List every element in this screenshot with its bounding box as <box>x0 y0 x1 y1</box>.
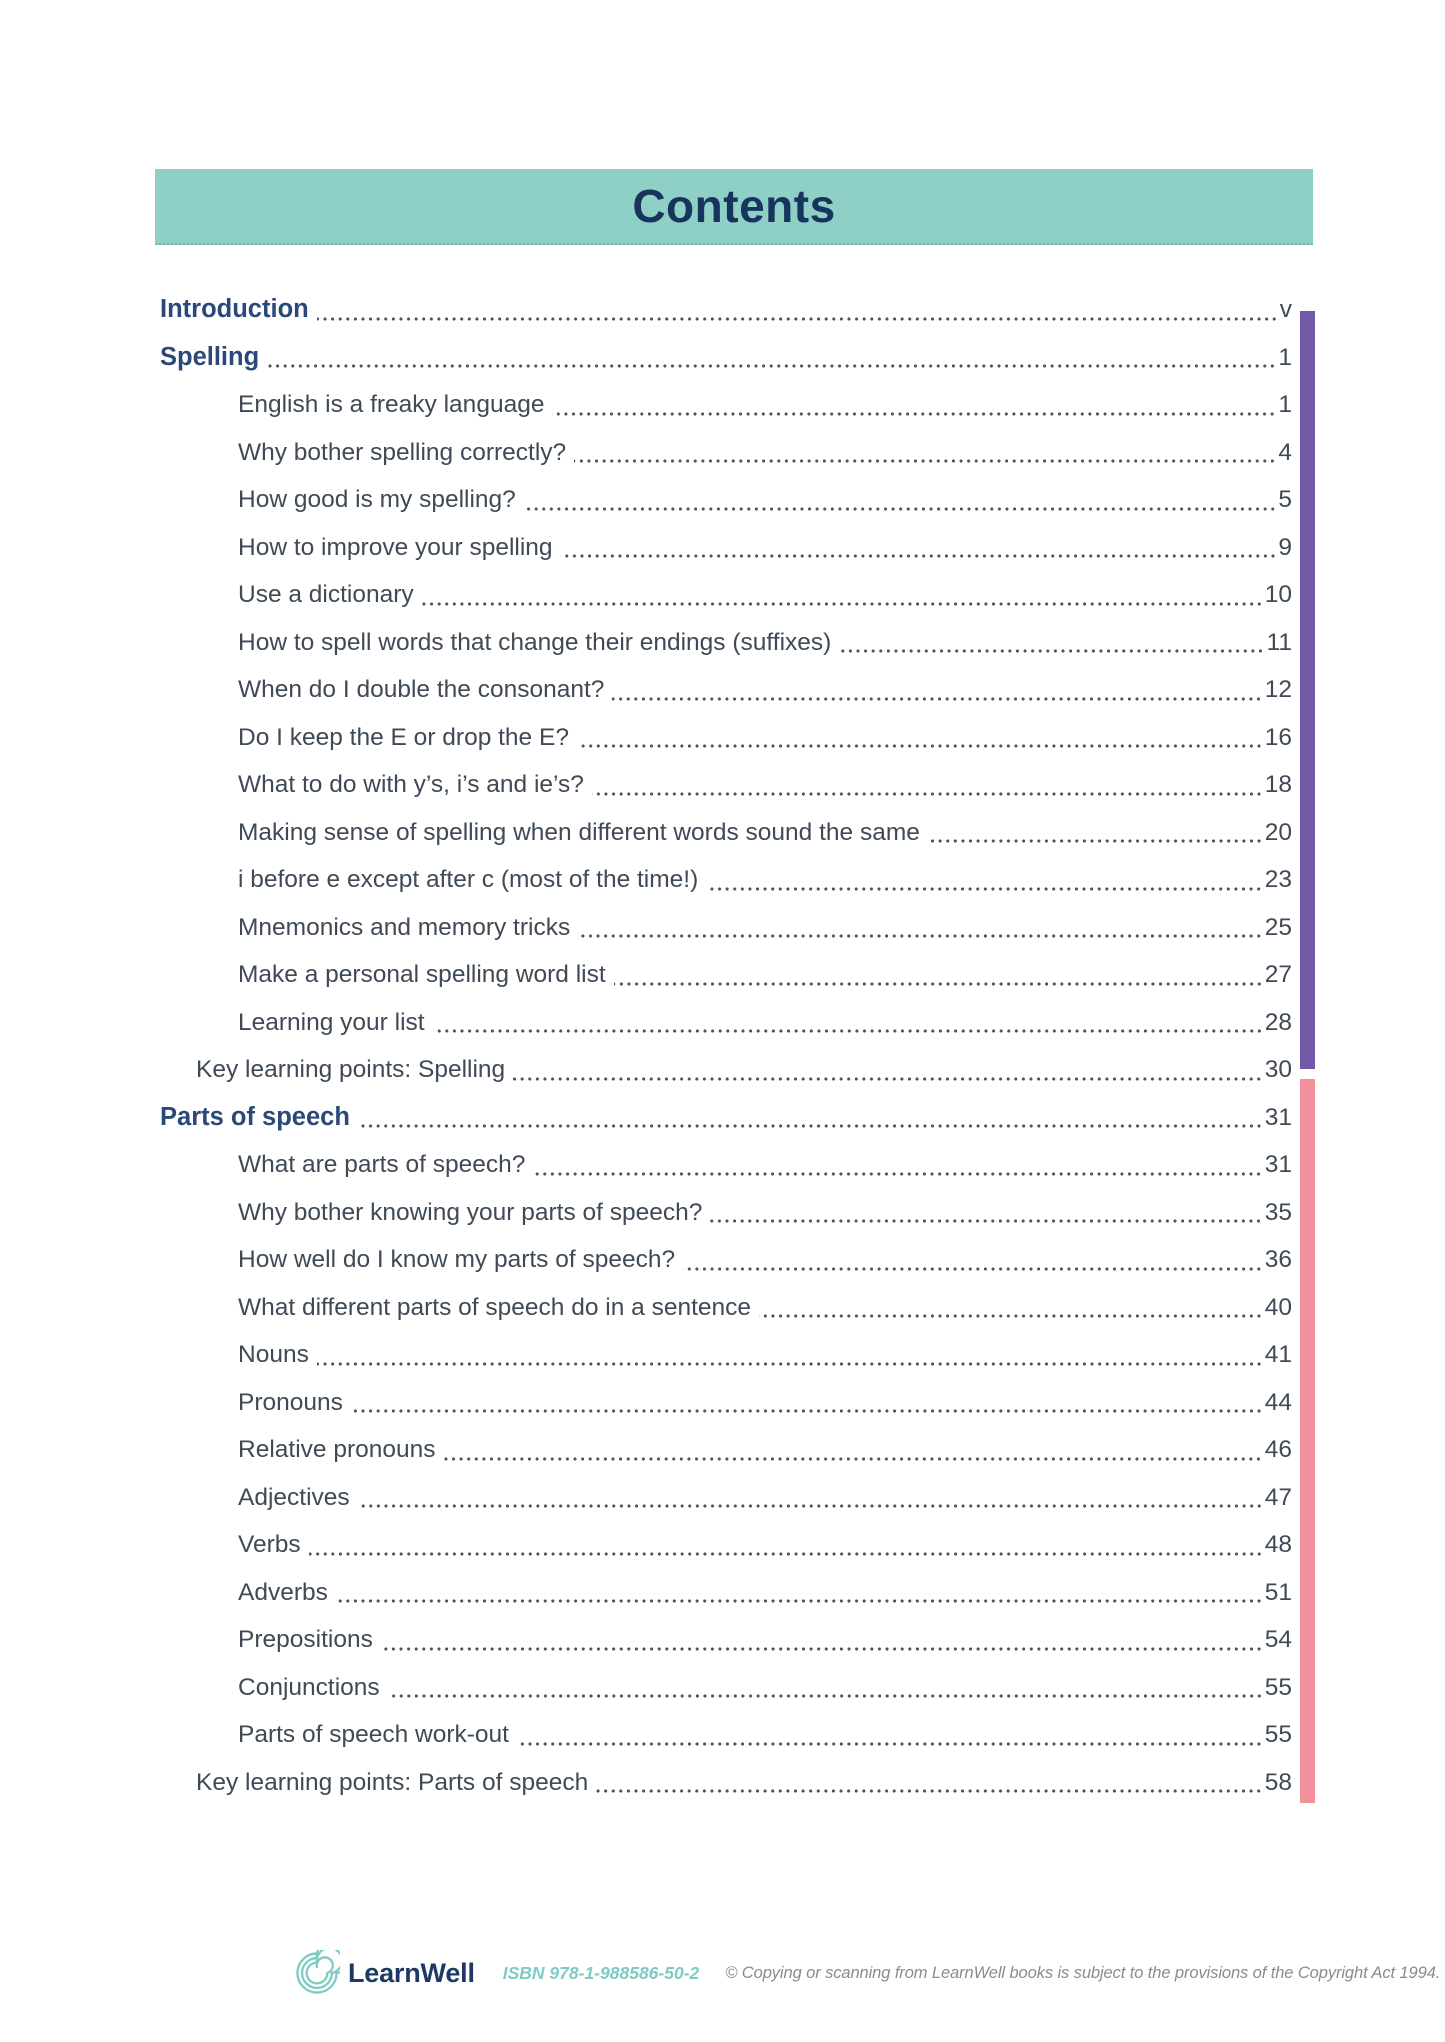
toc-entry-page: 31 <box>1264 1103 1292 1131</box>
dot-leader <box>561 551 1277 561</box>
toc-entry-page: 4 <box>1278 438 1292 466</box>
toc-entry-label: Adverbs <box>238 1578 328 1606</box>
toc-entry <box>160 571 1292 619</box>
dot-leader <box>574 456 1276 466</box>
dot-leader <box>614 979 1263 989</box>
dot-leader <box>358 1501 1263 1511</box>
toc-entry <box>160 524 1292 572</box>
toc-entry <box>160 1711 1292 1759</box>
toc-entry <box>160 856 1292 904</box>
toc-entry-label: How good is my spelling? <box>238 486 516 513</box>
dot-leader <box>388 1691 1263 1701</box>
toc-entry-label: How well do I know my parts of speech? <box>238 1246 676 1273</box>
toc-entry <box>160 1759 1292 1807</box>
toc-entry <box>160 1521 1292 1569</box>
toc-entry <box>160 1189 1292 1237</box>
dot-leader <box>513 1074 1263 1084</box>
toc-entry-label: What are parts of speech? <box>238 1151 526 1178</box>
dot-leader <box>596 1786 1263 1796</box>
dot-leader <box>317 314 1278 324</box>
toc-entry-label: When do I double the consonant? <box>238 676 605 703</box>
toc-entry-page: 1 <box>1278 343 1292 371</box>
toc-entry-page: 54 <box>1264 1626 1292 1653</box>
dot-leader <box>267 361 1276 371</box>
toc-entry-label: Nouns <box>238 1341 309 1368</box>
toc-entry <box>160 476 1292 524</box>
toc-entry-page: 1 <box>1278 391 1292 418</box>
toc-entry-page: 12 <box>1264 676 1292 703</box>
dot-leader <box>759 1311 1263 1321</box>
dot-leader <box>309 1549 1263 1559</box>
toc-entry-label: Use a dictionary <box>238 581 414 608</box>
toc-entry <box>160 1569 1292 1617</box>
dot-leader <box>552 409 1276 419</box>
toc-entry-page: 10 <box>1264 581 1292 608</box>
toc-entry-page: 27 <box>1264 961 1292 988</box>
toc-entry-label: Why bother spelling correctly? <box>238 438 567 466</box>
toc-entry-label: Why bother knowing your parts of speech? <box>238 1198 703 1226</box>
dot-leader <box>317 1359 1263 1369</box>
contents-header-bar <box>155 169 1313 245</box>
toc-entry-label: Conjunctions <box>238 1673 380 1701</box>
dot-leader <box>422 599 1263 609</box>
toc-entry-label: Mnemonics and memory tricks <box>238 913 571 941</box>
copyright-text: © Copying or scanning from LearnWell books is subject to the provisions of the Copyright Act 1994. <box>725 1963 1441 1982</box>
dot-leader <box>517 1739 1263 1749</box>
toc-entry-page: 55 <box>1264 1721 1292 1748</box>
dot-leader <box>381 1644 1263 1654</box>
toc-entry <box>160 809 1292 857</box>
toc-entry-label: What different parts of speech do in a sentence <box>238 1293 752 1321</box>
brand-wordmark: LearnWell <box>348 1957 475 1988</box>
dot-leader <box>443 1454 1262 1464</box>
toc-entry <box>160 429 1292 477</box>
dot-leader <box>683 1264 1263 1274</box>
dot-leader <box>928 836 1263 846</box>
toc-entry <box>160 999 1292 1047</box>
toc-entry-page: 55 <box>1264 1673 1292 1701</box>
toc-entry <box>160 1236 1292 1284</box>
toc-entry <box>160 666 1292 714</box>
toc-entry <box>160 1284 1292 1332</box>
toc-entry-page: 11 <box>1266 628 1292 656</box>
toc-entry-page: 28 <box>1264 1008 1292 1036</box>
dot-leader <box>433 1026 1263 1036</box>
toc-entry-label: What to do with y’s, i’s and ie’s? <box>238 771 584 798</box>
toc-entry-page: 31 <box>1264 1151 1292 1178</box>
toc-entry <box>160 1046 1292 1094</box>
toc-entry <box>160 951 1292 999</box>
dot-leader <box>710 1216 1262 1226</box>
toc-entry <box>160 1474 1292 1522</box>
dot-leader <box>578 931 1263 941</box>
toc-entry <box>160 1664 1292 1712</box>
toc-entry-label: Parts of speech work-out <box>238 1721 509 1748</box>
toc-entry <box>160 619 1292 667</box>
toc-entry-label: Adjectives <box>238 1483 350 1511</box>
toc-entry <box>160 334 1292 382</box>
toc-entry-page: 48 <box>1264 1531 1292 1558</box>
toc-entry-label: How to spell words that change their endings (suffixes) <box>238 628 832 656</box>
isbn-text: ISBN 978-1-988586-50-2 <box>502 1962 700 1983</box>
dot-leader <box>706 884 1262 894</box>
learnwell-spiral-logo-icon <box>294 1950 340 1996</box>
toc-entry-page: 20 <box>1264 818 1292 846</box>
toc-entry-label: Key learning points: Spelling <box>196 1056 506 1083</box>
toc-entry <box>160 1379 1292 1427</box>
toc-entry-label: English is a freaky language <box>238 391 545 418</box>
dot-leader <box>533 1169 1262 1179</box>
toc-entry <box>160 381 1292 429</box>
toc-entry-page: 36 <box>1264 1246 1292 1273</box>
toc-entry-label: Prepositions <box>238 1626 373 1653</box>
toc-entry-label: Verbs <box>238 1531 301 1558</box>
toc-entry-page: v <box>1279 296 1292 323</box>
toc-entry-page: 40 <box>1264 1293 1292 1321</box>
toc-entry-label: Relative pronouns <box>238 1436 436 1463</box>
toc-entry <box>160 1426 1292 1474</box>
toc-entry <box>160 1141 1292 1189</box>
dot-leader <box>592 789 1263 799</box>
toc-entry-page: 41 <box>1264 1341 1292 1368</box>
toc-entry-label: How to improve your spelling <box>238 533 553 561</box>
toc-entry-label: i before e except after c (most of the time!) <box>238 866 699 893</box>
toc-entry-label: Pronouns <box>238 1388 343 1416</box>
toc-entry-page: 5 <box>1278 486 1292 513</box>
toc-entry-label: Spelling <box>160 342 260 371</box>
toc-entry-page: 46 <box>1264 1436 1292 1463</box>
toc-entry <box>160 761 1292 809</box>
toc-entry-page: 35 <box>1264 1198 1292 1226</box>
toc-entry-label: Key learning points: Parts of speech <box>196 1768 589 1796</box>
table-of-contents <box>160 286 1292 1806</box>
toc-entry <box>160 1616 1292 1664</box>
toc-entry-label: Make a personal spelling word list <box>238 961 606 988</box>
toc-entry <box>160 904 1292 952</box>
dot-leader <box>524 504 1277 514</box>
toc-entry-label: Parts of speech <box>160 1102 350 1131</box>
toc-entry-page: 23 <box>1264 866 1292 893</box>
spelling-section-bar <box>1300 311 1315 1069</box>
toc-entry-page: 30 <box>1264 1056 1292 1083</box>
toc-entry-page: 58 <box>1264 1768 1292 1796</box>
dot-leader <box>336 1596 1263 1606</box>
toc-entry-page: 9 <box>1278 533 1292 561</box>
toc-entry-label: Making sense of spelling when different words sound the same <box>238 818 920 846</box>
toc-entry <box>160 1094 1292 1142</box>
toc-entry <box>160 286 1292 334</box>
toc-entry-label: Learning your list <box>238 1008 425 1036</box>
toc-entry <box>160 1331 1292 1379</box>
toc-entry-page: 47 <box>1264 1483 1292 1511</box>
dot-leader <box>612 694 1262 704</box>
page-title: Contents <box>632 180 836 232</box>
parts-of-speech-section-bar <box>1300 1079 1315 1803</box>
toc-entry-page: 44 <box>1264 1388 1292 1416</box>
dot-leader <box>358 1121 1263 1131</box>
dot-leader <box>577 741 1263 751</box>
toc-entry-page: 25 <box>1264 913 1292 941</box>
toc-entry-label: Introduction <box>160 295 309 323</box>
toc-entry-page: 51 <box>1264 1578 1292 1606</box>
toc-entry <box>160 714 1292 762</box>
toc-entry-page: 16 <box>1264 723 1292 751</box>
toc-entry-page: 18 <box>1264 771 1292 798</box>
footer <box>294 1948 1440 1998</box>
toc-entry-label: Do I keep the E or drop the E? <box>238 723 569 751</box>
dot-leader <box>351 1406 1263 1416</box>
dot-leader <box>839 646 1264 656</box>
